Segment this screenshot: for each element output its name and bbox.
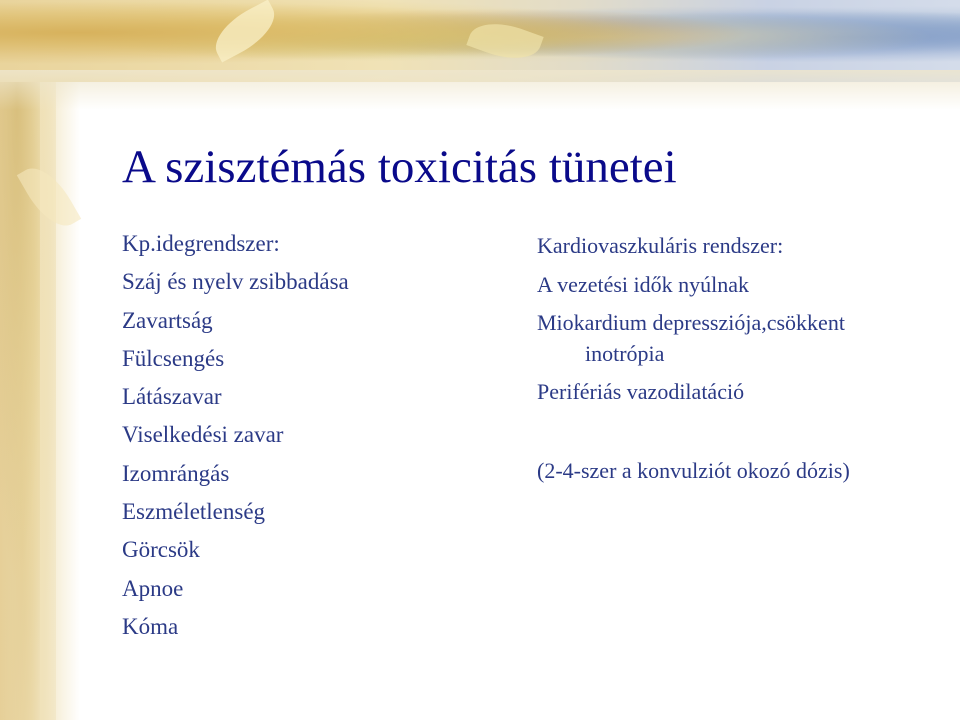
cardiovascular-heading: Kardiovaszkuláris rendszer:: [537, 233, 784, 258]
list-item: Viselkedési zavar: [122, 422, 284, 448]
list-item: Görcsök: [122, 537, 200, 563]
list-item: A vezetési idők nyúlnak: [537, 272, 750, 297]
list-item: Eszméletlenség: [122, 499, 266, 525]
list-item-line: Miokardium depressziója,csökkent: [537, 310, 845, 335]
list-item: Perifériás vazodilatáció: [537, 379, 745, 404]
cardiovascular-symptom-list: [537, 230, 937, 486]
list-item: Száj és nyelv zsibbadása: [122, 269, 349, 295]
slide-title: A szisztémás toxicitás tünetei: [122, 141, 677, 193]
list-item: Fülcsengés: [122, 345, 225, 371]
spacer: [537, 407, 937, 455]
list-item: Kóma: [122, 613, 179, 639]
list-item-continuation: inotrópia: [585, 341, 665, 366]
cns-symptom-list: [122, 228, 502, 649]
dose-note: (2-4-szer a konvulziót okozó dózis): [537, 458, 850, 483]
list-item: Apnoe: [122, 575, 184, 601]
list-item: Kp.idegrendszer:: [122, 231, 280, 256]
list-item: Zavartság: [122, 307, 213, 333]
list-item: Izomrángás: [122, 460, 230, 486]
list-item: [537, 307, 937, 369]
list-item: Látászavar: [122, 384, 222, 410]
